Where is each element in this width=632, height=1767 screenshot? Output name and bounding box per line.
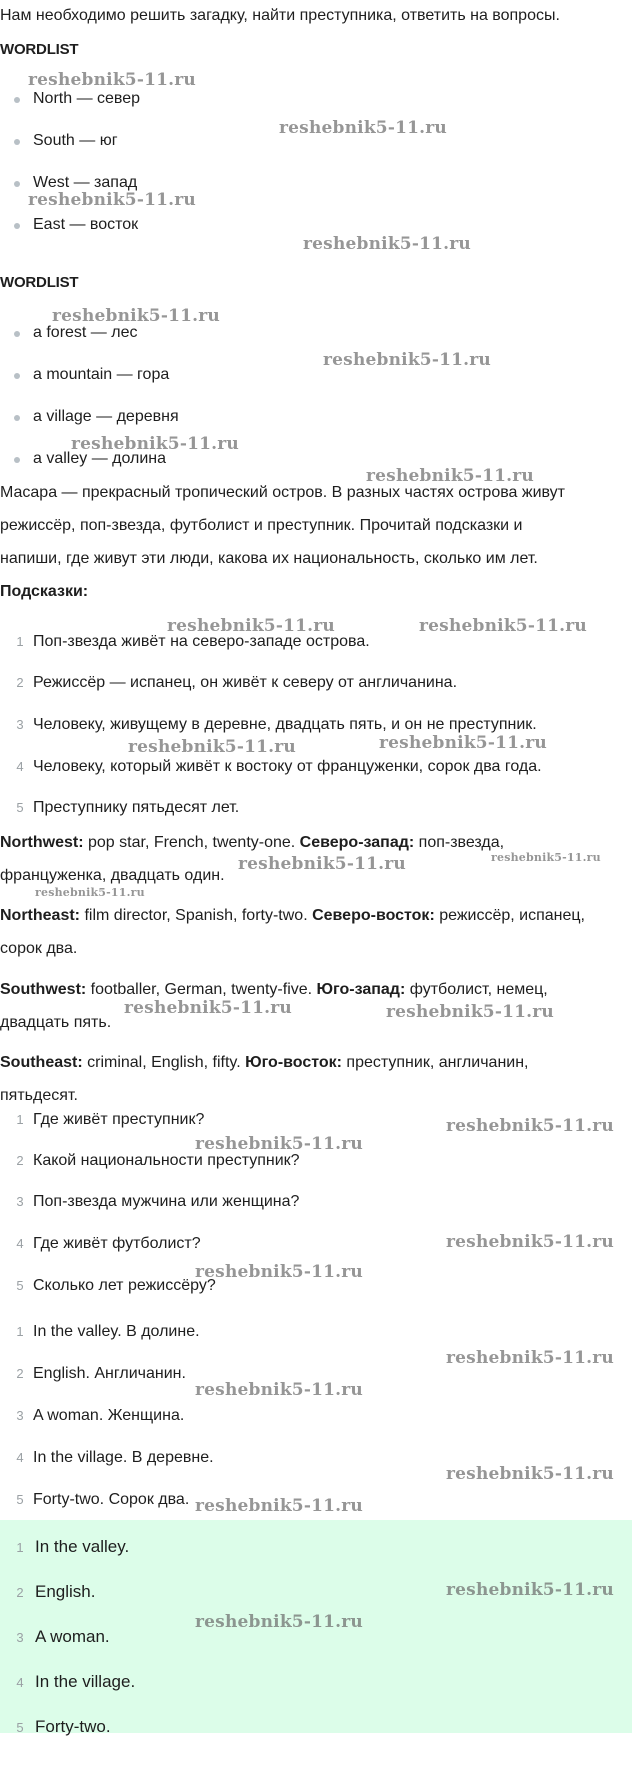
question-item: Где живёт преступник? [33,1111,205,1128]
label-en: Southwest: [0,981,87,998]
watermark: reshebnik5-11.ru [28,70,196,90]
answer-item: In the village. В деревне. [33,1449,214,1466]
label-ru: Юго-запад: [316,981,406,998]
list-number: 1 [16,1540,24,1555]
list-number: 1 [16,634,24,649]
story-paragraph [0,476,630,575]
watermark: reshebnik5-11.ru [167,616,335,636]
watermark: reshebnik5-11.ru [195,1262,363,1282]
list-number: 2 [16,1153,24,1168]
text-ru: двадцать пять. [0,1014,112,1031]
watermark: reshebnik5-11.ru [446,1348,614,1368]
watermark: reshebnik5-11.ru [238,854,406,874]
wordlist-item: a valley — долина [33,450,167,467]
wordlist-item: a forest — лес [33,324,138,341]
label-en: Northeast: [0,907,81,924]
list-number: 5 [16,800,24,815]
watermark: reshebnik5-11.ru [52,306,220,326]
solution-southeast [0,1046,630,1112]
watermark: reshebnik5-11.ru [491,851,601,864]
wordlist-item: a mountain — гора [33,366,170,383]
wordlist-item: East — восток [33,216,139,233]
bullet-icon [14,415,20,421]
label-ru: Северо-восток: [312,907,435,924]
watermark: reshebnik5-11.ru [71,434,239,454]
story-line: Масара — прекрасный тропический остров. В разных частях острова живут [0,484,565,501]
watermark: reshebnik5-11.ru [28,190,196,210]
text-ru: француженка, двадцать один. [0,867,225,884]
list-number: 4 [16,1675,24,1690]
list-number: 2 [16,675,24,690]
intro-text: Нам необходимо решить загадку, найти преступника, ответить на вопросы. [0,7,560,24]
text-ru: поп-звезда, [414,834,505,851]
question-item: Какой национальности преступник? [33,1152,300,1169]
wordlist-title: WORDLIST [0,274,79,291]
text-ru: сорок два. [0,940,78,957]
answer-box-item: English. [35,1582,96,1601]
solution-southwest [0,973,630,1039]
bullet-icon [14,373,20,379]
answer-box-item: In the valley. [35,1537,130,1556]
list-number: 4 [16,759,24,774]
label-ru: Юго-восток: [245,1054,342,1071]
clues-title: Подсказки: [0,583,89,600]
clue-item: Режиссёр — испанец, он живёт к северу от англичанина. [33,674,458,691]
wordlist-title: WORDLIST [0,41,79,58]
text-ru: пятьдесят. [0,1087,78,1104]
question-item: Поп-звезда мужчина или женщина? [33,1193,300,1210]
list-number: 3 [16,717,24,732]
watermark: reshebnik5-11.ru [379,733,547,753]
list-number: 3 [16,1408,24,1423]
watermark: reshebnik5-11.ru [195,1134,363,1154]
list-number: 5 [16,1720,24,1735]
watermark: reshebnik5-11.ru [446,1580,614,1600]
watermark: reshebnik5-11.ru [128,737,296,757]
bullet-icon [14,331,20,337]
text-en: pop star, French, twenty-one. [83,834,300,851]
text-ru: преступник, англичанин, [341,1054,529,1071]
question-item: Сколько лет режиссёру? [33,1277,216,1294]
watermark: reshebnik5-11.ru [446,1116,614,1136]
story-line: режиссёр, поп-звезда, футболист и преступник. Прочитай подсказки и [0,517,523,534]
wordlist-item: North — север [33,90,141,107]
text-ru: футболист, немец, [405,981,548,998]
watermark: reshebnik5-11.ru [124,998,292,1018]
clue-item: Поп-звезда живёт на северо-западе острова. [33,633,370,650]
answer-item: In the valley. В долине. [33,1323,200,1340]
watermark: reshebnik5-11.ru [366,466,534,486]
text-en: criminal, English, fifty. [82,1054,246,1071]
bullet-icon [14,457,20,463]
answer-box-item: A woman. [35,1627,110,1646]
bullet-icon [14,139,20,145]
list-number: 4 [16,1450,24,1465]
list-number: 2 [16,1366,24,1381]
text-en: film director, Spanish, forty-two. [80,907,313,924]
answer-box-item: In the village. [35,1672,136,1691]
solution-northeast [0,899,630,965]
watermark: reshebnik5-11.ru [303,234,471,254]
label-en: Northwest: [0,834,84,851]
wordlist-item: West — запад [33,174,138,191]
clue-item: Преступнику пятьдесят лет. [33,799,240,816]
wordlist-item: a village — деревня [33,408,179,425]
watermark: reshebnik5-11.ru [323,350,491,370]
label-en: Southeast: [0,1054,83,1071]
clue-item: Человеку, живущему в деревне, двадцать пять, и он не преступник. [33,716,537,733]
list-number: 3 [16,1194,24,1209]
watermark: reshebnik5-11.ru [279,118,447,138]
bullet-icon [14,181,20,187]
clue-item: Человеку, который живёт к востоку от француженки, сорок два года. [33,758,542,775]
list-number: 1 [16,1112,24,1127]
text-en: footballer, German, twenty-five. [86,981,317,998]
answer-item: A woman. Женщина. [33,1407,185,1424]
watermark: reshebnik5-11.ru [446,1232,614,1252]
bullet-icon [14,97,20,103]
answers-box [0,1520,632,1736]
watermark: reshebnik5-11.ru [419,616,587,636]
list-number: 3 [16,1630,24,1645]
list-number: 5 [16,1492,24,1507]
text-ru: режиссёр, испанец, [434,907,585,924]
question-item: Где живёт футболист? [33,1235,201,1252]
story-line: напиши, где живут эти люди, какова их национальность, сколько им лет. [0,550,538,567]
watermark: reshebnik5-11.ru [35,886,145,899]
list-number: 5 [16,1278,24,1293]
answer-item: Forty-two. Сорок два. [33,1491,190,1508]
solution-northwest [0,826,630,892]
watermark: reshebnik5-11.ru [446,1464,614,1484]
answer-box-item: Forty-two. [35,1717,111,1736]
watermark: reshebnik5-11.ru [195,1612,363,1632]
list-number: 2 [16,1585,24,1600]
list-number: 4 [16,1236,24,1251]
watermark: reshebnik5-11.ru [386,1002,554,1022]
answer-item: English. Англичанин. [33,1365,186,1382]
list-number: 1 [16,1324,24,1339]
label-ru: Северо-запад: [299,834,415,851]
watermark: reshebnik5-11.ru [195,1496,363,1516]
bullet-icon [14,223,20,229]
wordlist-item: South — юг [33,132,118,149]
watermark: reshebnik5-11.ru [195,1380,363,1400]
